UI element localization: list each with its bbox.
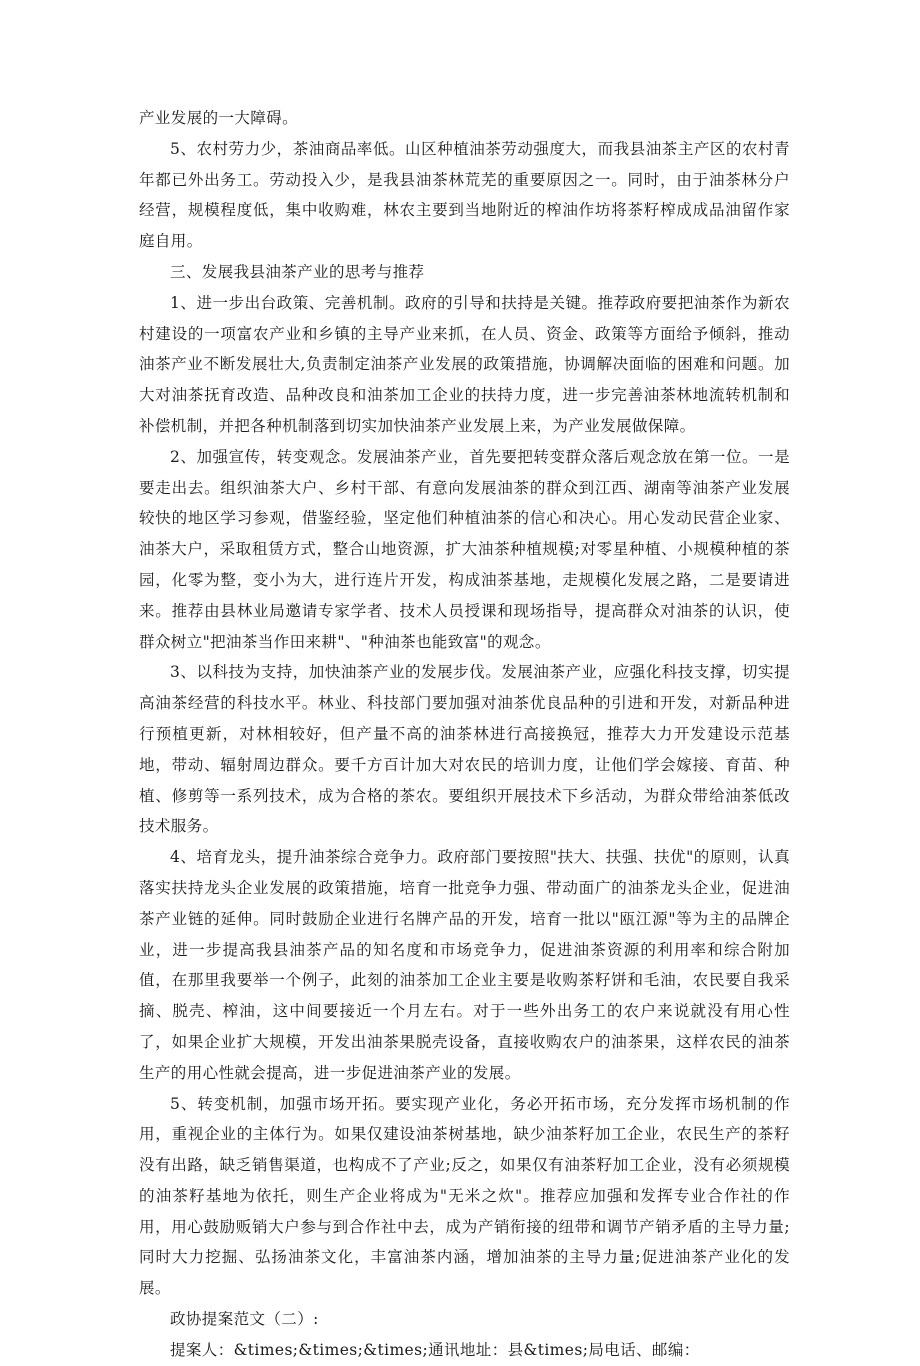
paragraph-1: 产业发展的一大障碍。	[139, 109, 299, 127]
paragraph-7: 4、培育龙头，提升油茶综合竞争力。政府部门要按照"扶大、扶强、扶优"的原则，认真落实扶持龙头企业发展的政策措施，培育一批竞争力强、带动面广的油茶龙头企业，促进油茶产业链的延伸。同时鼓励企业进行名牌产品的开发，培育一批以"瓯江源"等为主的品牌企业，进一步提高我县油茶产品的知名度和市场竞争力，促进油茶资源的利用率和综合附加值，在那里我要举一个例子，此刻的油茶加工企业主要是收购茶籽饼和毛油，农民要自我采摘、脱壳、榨油，这中间要接近一个月左右。对于一些外出务工的农户来说就没有用心性了，如果企业扩大规模，开发出油茶果脱壳设备，直接收购农户的油茶果，这样农民的油茶生产的用心性就会提高，进一步促进油茶产业的发展。	[139, 848, 790, 1082]
paragraph-8: 5、转变机制，加强市场开拓。要实现产业化，务必开拓市场，充分发挥市场机制的作用，重视企业的主体行为。如果仅建设油茶树基地，缺少油茶籽加工企业，农民生产的茶籽没有出路，缺乏销售渠道，也构成不了产业;反之，如果仅有油茶籽加工企业，没有必须规模的油茶籽基地为依托，则生产企业将成为"无米之炊"。推荐应加强和发挥专业合作社的作用，用心鼓励贩销大户参与到合作社中去，成为产销衔接的纽带和调节产销矛盾的主导力量;同时大力挖掘、弘扬油茶文化，丰富油茶内涵，增加油茶的主导力量;促进油茶产业化的发展。	[139, 1094, 790, 1298]
subtitle-example-two: 政协提案范文（二）:	[170, 1310, 319, 1329]
paragraph-2: 5、农村劳力少，茶油商品率低。山区种植油茶劳动强度大，而我县油茶主产区的农村青年都已外出务工。劳动投入少，是我县油茶林荒芜的重要原因之一。同时，由于油茶林分户经营，规模程度低，集中收购难，林农主要到当地附近的榨油作坊将茶籽榨成成品油留作家庭自用。	[139, 139, 790, 251]
document-body	[139, 103, 790, 1366]
section-heading: 三、发展我县油茶产业的思考与推荐	[170, 262, 425, 281]
paragraph-4: 1、进一步出台政策、完善机制。政府的引导和扶持是关键。推荐政府要把油茶作为新农村建设的一项富农产业和乡镇的主导产业来抓，在人员、资金、政策等方面给予倾斜，推动油茶产业不断发展壮大,负责制定油茶产业发展的政策措施，协调解决面临的困难和问题。加大对油茶抚育改造、品种改良和油茶加工企业的扶持力度，进一步完善油茶林地流转机制和补偿机制，并把各种机制落到切实加快油茶产业发展上来，为产业发展做保障。	[139, 293, 790, 435]
paragraph-6: 3、以科技为支持，加快油茶产业的发展步伐。发展油茶产业，应强化科技支撑，切实提高油茶经营的科技水平。林业、科技部门要加强对油茶优良品种的引进和开发，对新品种进行预植更新，对林相较好，但产量不高的油茶林进行高接换冠，推荐大力开发建设示范基地，带动、辐射周边群众。要千方百计加大对农民的培训力度，让他们学会嫁接、育苗、种植、修剪等一系列技术，成为合格的茶农。要组织开展技术下乡活动，为群众带给油茶低改技术服务。	[139, 663, 790, 836]
paragraph-5: 2、加强宣传，转变观念。发展油茶产业，首先要把转变群众落后观念放在第一位。一是要走出去。组织油茶大户、乡村干部、有意向发展油茶的群众到江西、湖南等油茶产业发展较快的地区学习参观，借鉴经验，坚定他们种植油茶的信心和决心。用心发动民营企业家、油茶大户，采取租赁方式，整合山地资源，扩大油茶种植规模;对零星种植、小规模种植的茶园，化零为整，变小为大，进行连片开发，构成油茶基地，走规模化发展之路，二是要请进来。推荐由县林业局邀请专家学者、技术人员授课和现场指导，提高群众对油茶的认识，使群众树立"把油茶当作田来耕"、"种油茶也能致富"的观念。	[139, 447, 790, 651]
proposer-line: 提案人：&times;&times;&times;通讯地址：县&times;局电话、邮编：	[170, 1340, 700, 1359]
